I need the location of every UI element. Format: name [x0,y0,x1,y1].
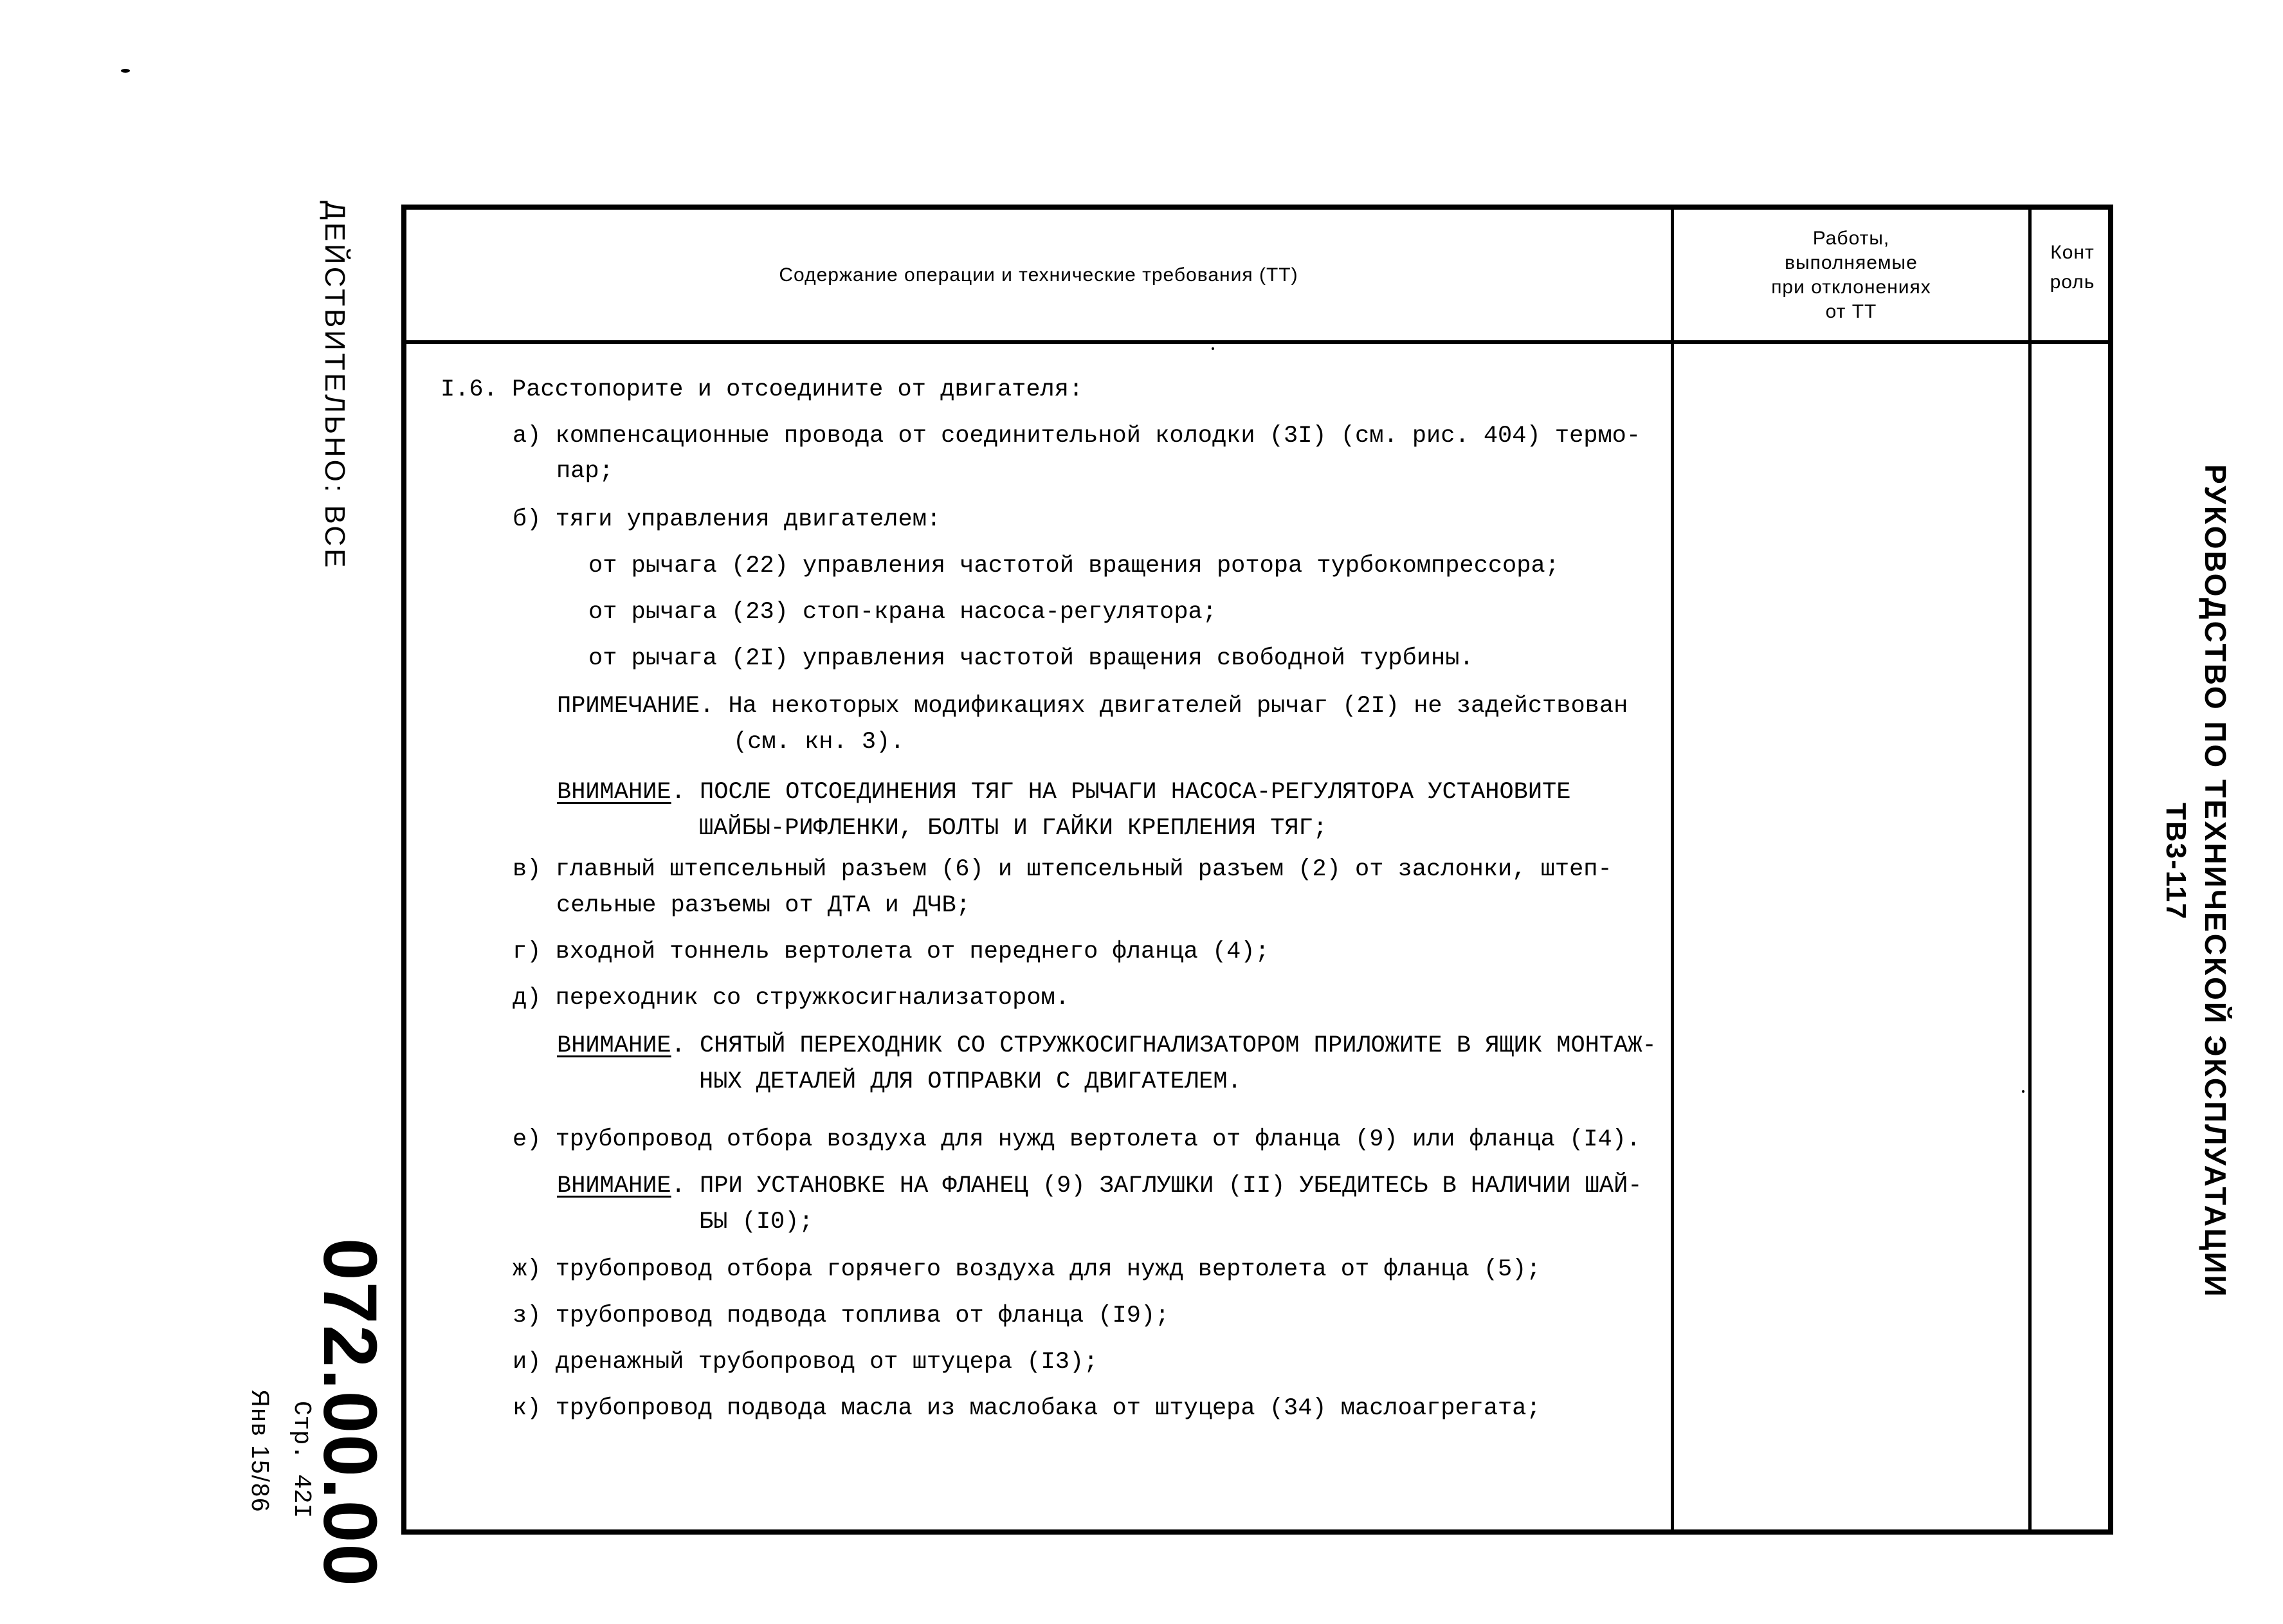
validity-note: ДЕЙСТВИТЕЛЬНО: ВСЕ [319,201,350,570]
content-line: е) трубопровод отбора воздуха для нужд вертолета от фланца (9) или фланца (I4). [513,1126,1641,1153]
header-content-label: Содержание операции и технические требования (ТТ) [779,264,1298,286]
content-line: в) главный штепсельный разъем (6) и штепсельный разъем (2) от заслонки, штеп- [513,856,1612,883]
header-deviation-line: при отклонениях [1771,276,1931,298]
warning-line: ВНИМАНИЕ. СНЯТЫЙ ПЕРЕХОДНИК СО СТРУЖКОСИГНАЛИЗАТОРОМ ПРИЛОЖИТЕ В ЯЩИК МОНТАЖ- [557,1032,1657,1059]
content-line: д) переходник со стружкосигнализатором. [513,985,1069,1012]
header-control-column [2032,210,2113,340]
revision-date: Янв 15/86 [246,1389,273,1513]
header-deviation-column [1674,210,2028,340]
header-content-column [406,210,1671,340]
content-line: от рычага (23) стоп-крана насоса-регулятора; [588,599,1217,626]
content-line: к) трубопровод подвода масла из маслобака от штуцера (34) маслоагрегата; [513,1395,1541,1422]
warning-continuation: БЫ (I0); [699,1209,814,1236]
document-code: 072.00.00 [307,1238,392,1587]
warning-label: ВНИМАНИЕ [557,779,671,806]
content-line: пар; [556,458,614,485]
warning-label: ВНИМАНИЕ [557,1032,671,1059]
content-line: а) компенсационные провода от соединительной колодки (3I) (см. рис. 404) термо- [513,423,1641,450]
warning-continuation: ШАЙБЫ-РИФЛЕНКИ, БОЛТЫ И ГАЙКИ КРЕПЛЕНИЯ ТЯГ; [699,815,1327,842]
warning-line: ВНИМАНИЕ. ПОСЛЕ ОТСОЕДИНЕНИЯ ТЯГ НА РЫЧАГИ НАСОСА-РЕГУЛЯТОРА УСТАНОВИТЕ [557,779,1571,806]
page-number: Стр. 42I [287,1401,315,1519]
content-line: г) входной тоннель вертолета от переднего фланца (4); [513,938,1269,965]
content-line: б) тяги управления двигателем: [513,506,941,533]
header-control-line: Конт [2050,242,2095,263]
warning-continuation: НЫХ ДЕТАЛЕЙ ДЛЯ ОТПРАВКИ С ДВИГАТЕЛЕМ. [699,1068,1242,1095]
manual-title: РУКОВОДСТВО ПО ТЕХНИЧЕСКОЙ ЭКСПЛУАТАЦИИ [2199,464,2232,1299]
content-line: I.6. Расстопорите и отсоедините от двигателя: [441,376,1084,403]
content-line: от рычага (22) управления частотой вращения ротора турбокомпрессора; [588,552,1560,579]
warning-label: ВНИМАНИЕ [557,1172,671,1200]
content-line: ж) трубопровод отбора горячего воздуха для нужд вертолета от фланца (5); [513,1256,1541,1283]
header-divider [406,340,2108,344]
content-line: (см. кн. 3). [733,729,905,756]
scan-speck [121,69,130,73]
engine-model: ТВ3-117 [2160,803,2192,920]
content-line: и) дренажный трубопровод от штуцера (I3); [513,1349,1098,1376]
column-divider [2028,210,2032,1529]
content-line: от рычага (2I) управления частотой вращения свободной турбины. [588,645,1474,672]
header-deviation-line: от ТТ [1825,300,1877,322]
content-line: ПРИМЕЧАНИЕ. На некоторых модификациях двигателей рычаг (2I) не задействован [557,693,1628,720]
content-line: з) трубопровод подвода топлива от фланца (I9); [513,1302,1170,1329]
column-divider [1671,210,1674,1529]
header-deviation-line: Работы, [1812,227,1890,249]
header-control-line: роль [2050,271,2095,293]
header-deviation-line: выполняемые [1785,251,1918,273]
warning-line: ВНИМАНИЕ. ПРИ УСТАНОВКЕ НА ФЛАНЕЦ (9) ЗАГЛУШКИ (II) УБЕДИТЕСЬ В НАЛИЧИИ ШАЙ- [557,1172,1642,1200]
content-line: сельные разъемы от ДТА и ДЧВ; [556,892,970,919]
